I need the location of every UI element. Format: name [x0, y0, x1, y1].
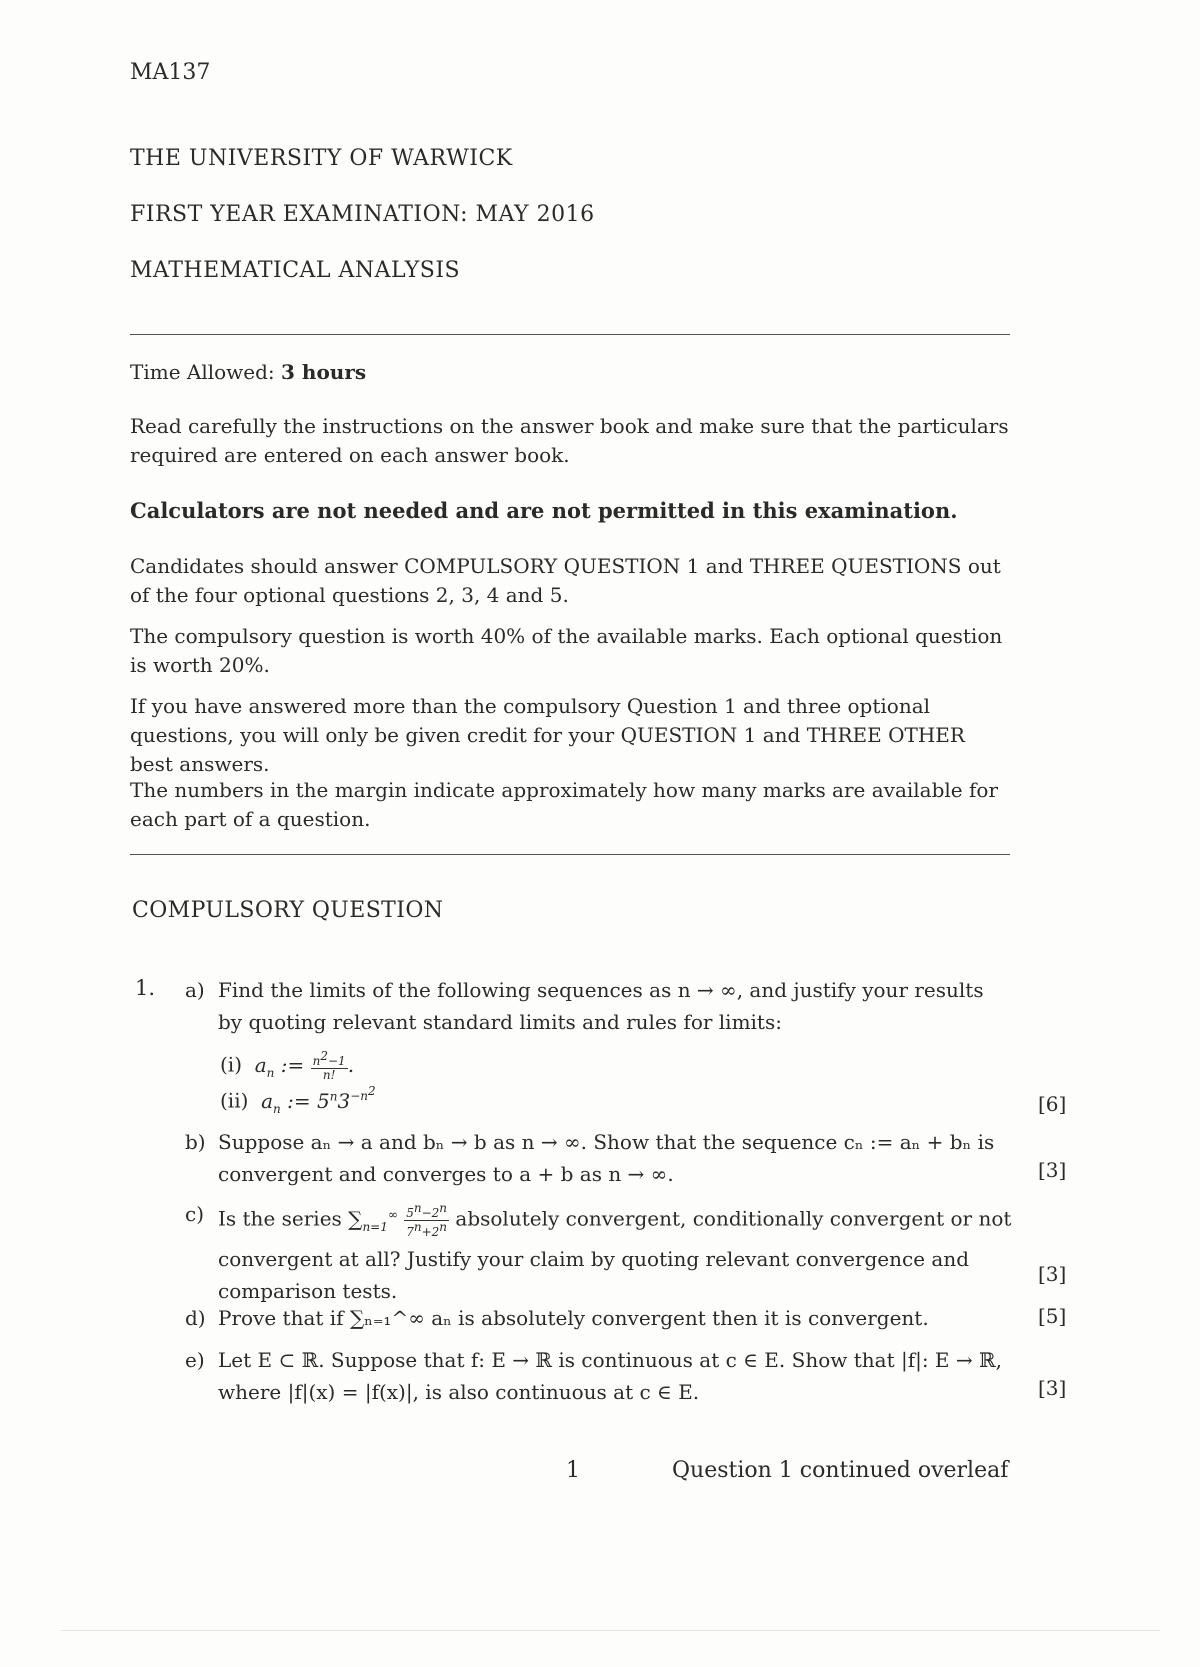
- part-e: [185, 1344, 1015, 1410]
- calculators-notice: Calculators are not needed and are not permitted in this examination.: [130, 498, 958, 523]
- part-a-i: [220, 1050, 354, 1082]
- part-b-label: b): [185, 1130, 206, 1154]
- formula-i: $a_n$ := $\frac{n^2-1}{n!}$ .: [248, 1049, 355, 1082]
- part-a-text: Find the limits of the following sequences as n → ∞, and justify your results by quoting relevant standard limits and rules for limits:: [218, 978, 984, 1034]
- subject-title: MATHEMATICAL ANALYSIS: [130, 258, 461, 283]
- read-carefully-text: Read carefully the instructions on the answer book and make sure that the particulars required are entered on each answer book.: [130, 414, 1009, 467]
- series-formula: $\sum_{n=1}^\infty$ $\frac{5^n-2^n}{7^n+2^n}$: [348, 1200, 448, 1239]
- time-allowed: [130, 358, 1010, 387]
- part-e-mark: [3]: [1038, 1376, 1067, 1400]
- page-number: 1: [566, 1458, 580, 1483]
- worth-text: The compulsory question is worth 40% of the available marks. Each optional question is worth 20%.: [130, 624, 1003, 677]
- question-number: 1.: [135, 976, 156, 1000]
- part-c-body: [218, 1198, 1013, 1307]
- section-title: COMPULSORY QUESTION: [132, 898, 444, 923]
- part-c: [185, 1198, 1015, 1303]
- part-a-mark: [6]: [1038, 1092, 1067, 1116]
- part-d: [185, 1302, 1015, 1336]
- part-a-i-label: (i): [220, 1052, 243, 1077]
- time-value: 3 hours: [281, 360, 367, 384]
- part-e-text: Let E ⊂ ℝ. Suppose that f: E → ℝ is continuous at c ∈ E. Show that |f|: E → ℝ, where |f|(x) = |f(x)|, is also continuous at c ∈ E.: [218, 1348, 1002, 1404]
- exam-title: FIRST YEAR EXAMINATION: MAY 2016: [130, 202, 595, 227]
- part-a: [185, 974, 1015, 1044]
- part-d-mark: [5]: [1038, 1304, 1067, 1328]
- bottom-divider: [130, 854, 1010, 855]
- formula-ii: $a_n$ := $5^n3^{-n^2}$: [254, 1084, 376, 1116]
- part-b-mark: [3]: [1038, 1158, 1067, 1182]
- continued-note: Question 1 continued overleaf: [672, 1458, 1009, 1483]
- part-c-mark: [3]: [1038, 1262, 1067, 1286]
- candidates-text: Candidates should answer COMPULSORY QUESTION 1 and THREE QUESTIONS out of the four optional questions 2, 3, 4 and 5.: [130, 554, 1001, 607]
- part-b-text: Suppose aₙ → a and bₙ → b as n → ∞. Show that the sequence cₙ := aₙ + bₙ is convergent and converges to a + b as n → ∞.: [218, 1130, 995, 1186]
- credit-text: If you have answered more than the compulsory Question 1 and three optional questions, you will only be given credit for your QUESTION 1 and THREE OTHER best answers.: [130, 694, 965, 776]
- part-c-text-after: absolutely convergent, conditionally convergent or not convergent at all? Justify your claim by quoting relevant convergence and comparison tests.: [218, 1206, 1012, 1303]
- part-b: [185, 1126, 1015, 1192]
- part-a-ii: [220, 1084, 376, 1116]
- time-label: Time Allowed:: [130, 360, 282, 384]
- top-divider: [130, 334, 1010, 335]
- part-c-text-before: Is the series: [218, 1206, 349, 1231]
- scan-edge-line: [60, 1630, 1160, 1631]
- part-a-label: a): [185, 978, 205, 1002]
- part-d-label: d): [185, 1306, 206, 1330]
- university-name: THE UNIVERSITY OF WARWICK: [130, 146, 513, 171]
- part-a-ii-label: (ii): [220, 1088, 249, 1113]
- part-e-label: e): [185, 1348, 205, 1372]
- margin-text: The numbers in the margin indicate approximately how many marks are available for each part of a question.: [130, 778, 998, 831]
- course-code: MA137: [130, 60, 211, 85]
- part-c-label: c): [185, 1202, 205, 1226]
- part-d-text: Prove that if ∑ₙ₌₁^∞ aₙ is absolutely convergent then it is convergent.: [218, 1306, 929, 1330]
